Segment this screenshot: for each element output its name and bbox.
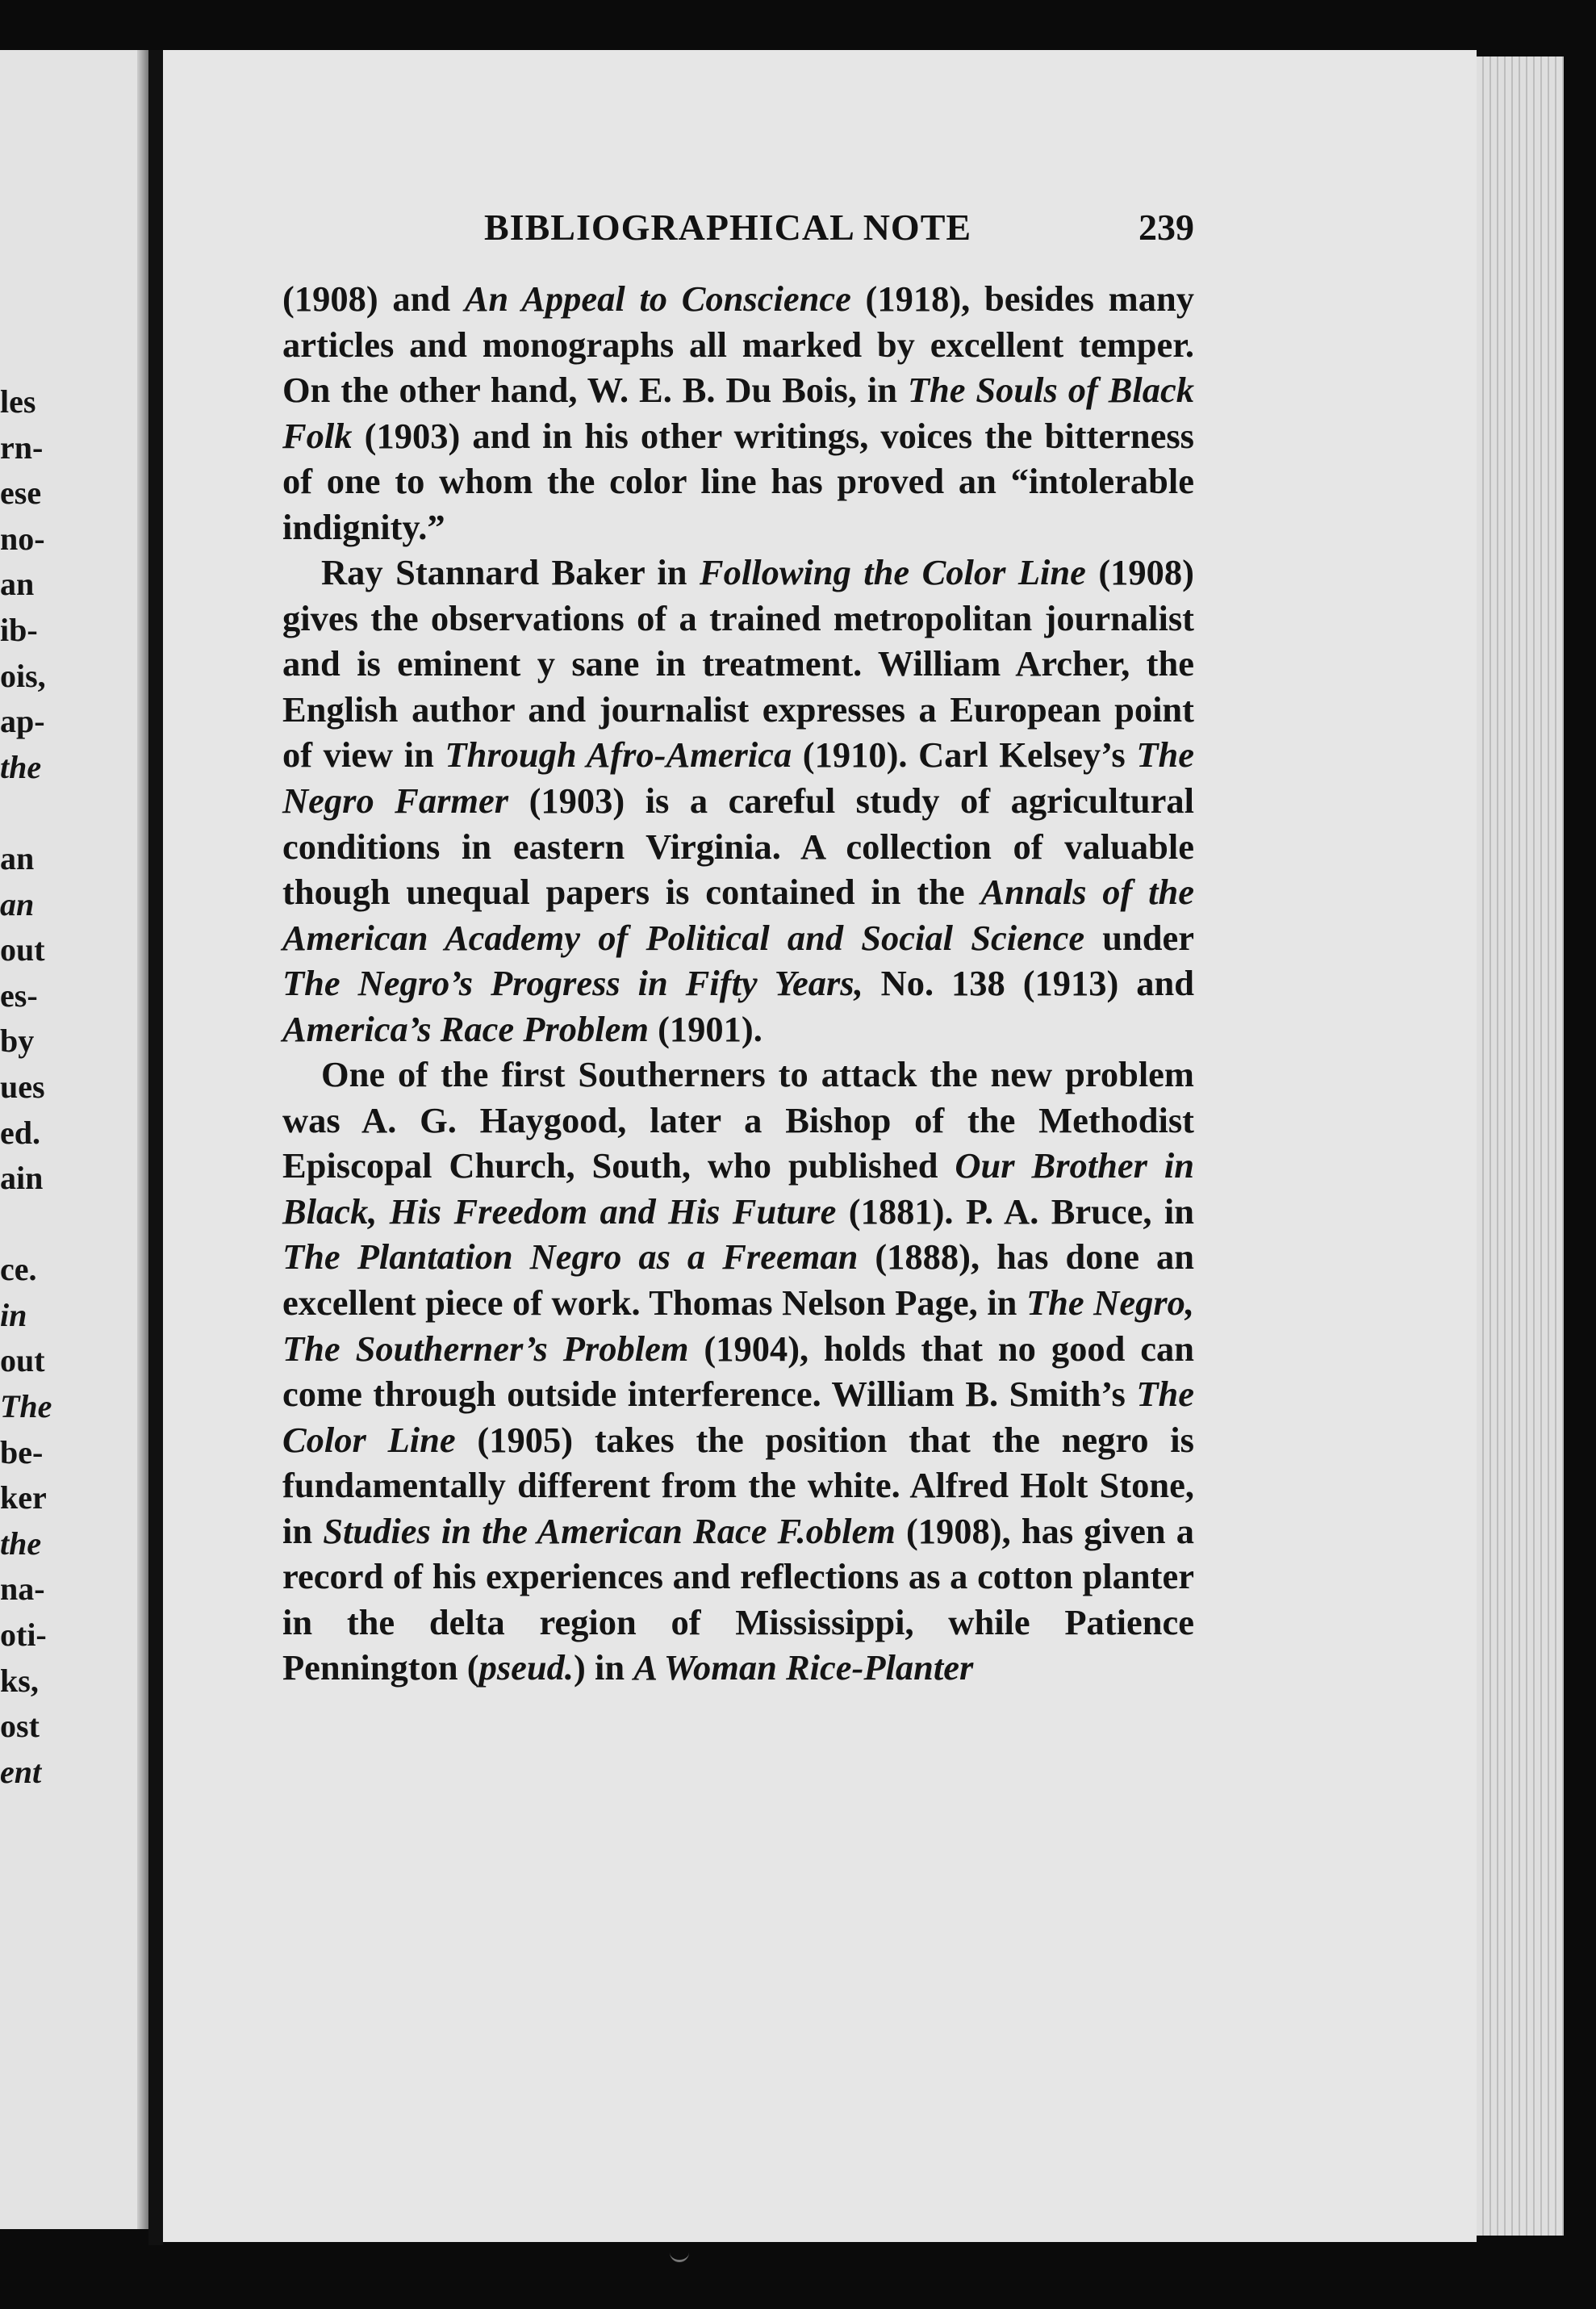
text-run: under: [1084, 917, 1194, 958]
italic-title-run: America’s Race Problem: [282, 1008, 649, 1049]
running-head-title: BIBLIOGRAPHICAL NOTE: [484, 207, 972, 248]
italic-title-run: The Plantation Negro as a Freeman: [282, 1236, 859, 1278]
left-page-fragment: out: [0, 931, 45, 968]
binding-mark: [670, 2248, 689, 2262]
text-run: (1908) gives the observations of a trained metropolitan journalist and is eminent y sane in treatment. William Archer, the English author and journalist expresses a European point of view in: [282, 552, 1194, 776]
page-edges: [1477, 56, 1564, 2236]
body-text: [282, 276, 1194, 1691]
left-page-fragment: The: [0, 1388, 52, 1425]
text-run: (1904), holds that no good can come through outside interference. William B. Smith’s: [282, 1328, 1194, 1415]
left-page-fragment: in: [0, 1296, 27, 1333]
running-head: [484, 206, 1194, 254]
text-run: One of the first Southerners to attack the new problem was A. G. Haygood, later a Bishop of the Methodist Episcopal Church, South, who published: [282, 1054, 1194, 1186]
italic-title-run: The Souls of Black Folk: [282, 370, 1194, 456]
italic-title-run: A Woman Rice-Planter: [633, 1647, 974, 1688]
left-page-fragment: by: [0, 1023, 35, 1060]
left-page-fragment: ois,: [0, 657, 46, 694]
text-run: (1910). Carl Kelsey’s: [792, 734, 1137, 776]
left-page-fragment: ues: [0, 1068, 45, 1105]
left-page-fragment: the: [0, 1525, 42, 1562]
left-page-fragment: ost: [0, 1708, 40, 1745]
text-run: (1903) and in his other writings, voices the bitterness of one to whom the color line has proved an “intolerable indignity.”: [282, 415, 1194, 547]
italic-title-run: An Appeal to Conscience: [464, 278, 851, 319]
left-page-fragment: ese: [0, 475, 42, 512]
left-page-fragment: out: [0, 1342, 45, 1379]
facing-left-page: [0, 50, 148, 2229]
text-run: Ray Stannard Baker in: [321, 552, 700, 593]
italic-title-run: Through Afro-America: [445, 734, 792, 776]
text-run: (1908), has given a record of his experiences and reflections as a cotton planter in the delta region of Mississippi, while Patience Pennington (: [282, 1510, 1194, 1688]
italic-title-run: Annals of the American Academy of Political and Social Science: [282, 872, 1194, 958]
left-page-fragment: an: [0, 839, 35, 876]
paragraph: [282, 276, 1194, 550]
left-page-fragment: ib-: [0, 611, 38, 648]
left-page-fragment: [0, 1202, 48, 1248]
left-page-fragment: ain: [0, 1160, 44, 1197]
italic-title-run: The Negro’s Progress in Fifty Years,: [282, 963, 863, 1004]
left-page-text-fragments: [0, 379, 52, 1795]
left-page-fragment: oti-: [0, 1617, 47, 1654]
left-page-fragment: ce.: [0, 1251, 37, 1288]
left-page-fragment: ker: [0, 1479, 47, 1516]
italic-title-run: The Negro Farmer: [282, 734, 1195, 822]
left-page-fragment: na-: [0, 1571, 45, 1608]
left-page-fragment: the: [0, 748, 42, 785]
left-page-fragment: es-: [0, 977, 38, 1014]
text-run: ) in: [574, 1647, 634, 1688]
left-page-fragment: [0, 790, 48, 836]
left-page-fragment: les: [0, 383, 36, 420]
italic-title-run: pseud.: [478, 1647, 574, 1688]
text-run: (1903) is a careful study of agricultural conditions in eastern Virginia. A collection of valuable though unequal papers is contained in the: [282, 780, 1194, 913]
text-run: (1881). P. A. Bruce, in: [836, 1190, 1194, 1232]
left-page-fragment: no-: [0, 520, 45, 557]
italic-title-run: The Negro, The Southerner’s Problem: [282, 1282, 1195, 1369]
italic-title-run: The Color Line: [282, 1374, 1194, 1460]
italic-title-run: Following the Color Line: [699, 552, 1086, 593]
page-number: 239: [1139, 207, 1194, 248]
italic-title-run: Studies in the American Race F.oblem: [323, 1510, 896, 1551]
left-page-fragment: ed.: [0, 1114, 40, 1151]
left-page-fragment: ks,: [0, 1662, 39, 1699]
left-page-fragment: an: [0, 566, 35, 603]
left-page-fragment: be-: [0, 1433, 44, 1470]
gutter-shadow: [137, 50, 148, 2229]
text-run: (1888), has done an excellent piece of work. Thomas Nelson Page, in: [282, 1236, 1195, 1324]
text-run: (1905) takes the position that the negro is fundamentally different from the white. Alfred Holt Stone, in: [282, 1419, 1194, 1551]
text-run: No. 138 (1913) and: [863, 963, 1194, 1004]
text-run: (1908) and: [282, 278, 465, 319]
page-edges-shadow: [1564, 56, 1596, 2236]
paragraph: [282, 1052, 1194, 1691]
left-page-fragment: ent: [0, 1753, 42, 1790]
paragraph: [282, 550, 1194, 1052]
italic-title-run: Our Brother in Black, His Freedom and His Future: [282, 1145, 1194, 1232]
book-spine: [148, 50, 163, 2245]
left-page-fragment: an: [0, 885, 35, 922]
left-page-fragment: rn-: [0, 429, 44, 466]
text-run: (1918), besides many articles and monographs all marked by excellent temper. On the other hand, W. E. B. Du Bois, in: [282, 278, 1194, 411]
left-page-fragment: ap-: [0, 703, 45, 740]
text-run: (1901).: [648, 1008, 762, 1049]
